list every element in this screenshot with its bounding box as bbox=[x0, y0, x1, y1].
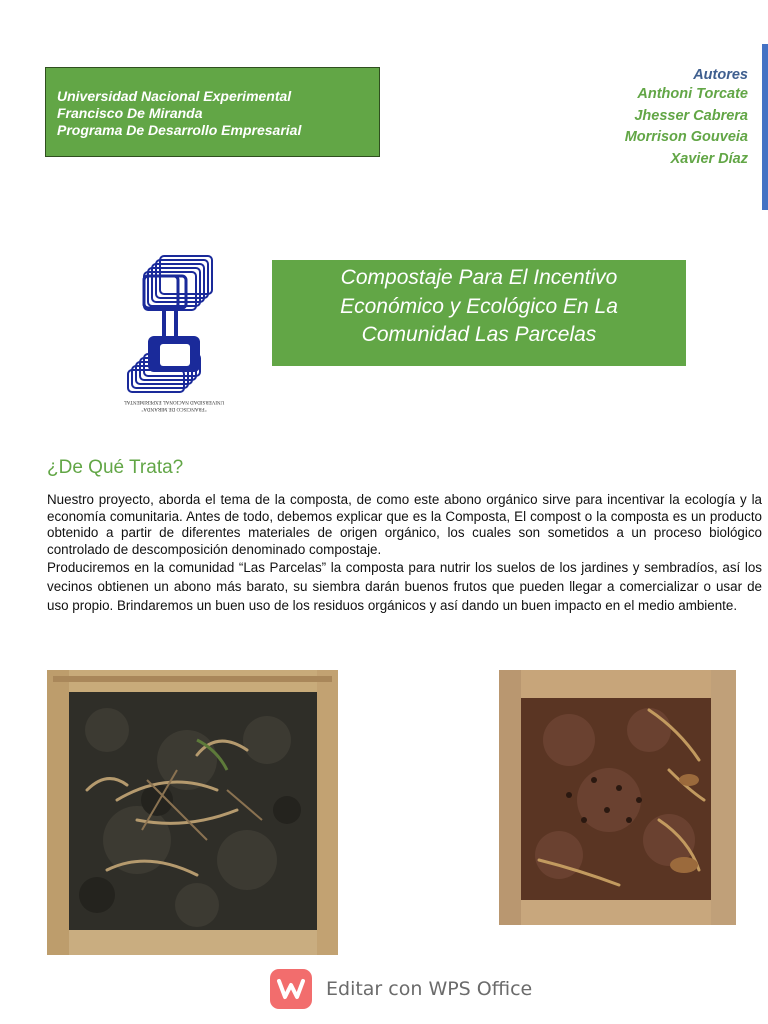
compost-box-photo bbox=[47, 670, 338, 955]
authors-label: Autores bbox=[693, 67, 748, 83]
title-line: Comunidad Las Parcelas bbox=[361, 323, 597, 346]
paragraph: Nuestro proyecto, aborda el tema de la composta, de como este abono orgánico sirve para incentivar la ecología y la economía comunitaria. Antes de todo, debemos explicar que es la Composta, El compost o la composta es un producto obtenido a partir de diferentes materiales de origen orgánico, los cuales son sometidos a un proceso biológico controlado de descomposición denominado compostaje. bbox=[47, 492, 762, 557]
author-name: Xavier Díaz bbox=[670, 150, 748, 167]
compost-box-photo-icon bbox=[47, 670, 338, 955]
compost-box-photo-icon bbox=[499, 670, 736, 925]
wps-office-badge[interactable] bbox=[270, 969, 532, 1009]
authors-block bbox=[625, 66, 748, 170]
wps-office-label: Editar con WPS Office bbox=[326, 978, 533, 1000]
title-line: Compostaje Para El Incentivo bbox=[340, 266, 618, 289]
compost-box-photo bbox=[499, 670, 736, 925]
university-line: Francisco De Miranda bbox=[57, 105, 203, 121]
section-heading: ¿De Qué Trata? bbox=[47, 457, 184, 478]
title-line: Económico y Ecológico En La bbox=[340, 294, 618, 318]
logo-caption: "FRANCISCO DE MIRANDA" bbox=[141, 406, 207, 411]
university-logo bbox=[104, 252, 244, 412]
logo-caption: UNIVERSIDAD NACIONAL EXPERIMENTAL bbox=[123, 399, 225, 404]
document-title bbox=[272, 260, 686, 366]
body-text bbox=[47, 492, 762, 615]
university-line: Programa De Desarrollo Empresarial bbox=[57, 122, 302, 138]
author-name: Jhesser Cabrera bbox=[634, 107, 748, 124]
author-name: Anthoni Torcate bbox=[637, 86, 748, 102]
wps-office-logo-icon bbox=[270, 969, 312, 1009]
university-line: Universidad Nacional Experimental bbox=[57, 88, 292, 104]
accent-bar bbox=[762, 44, 768, 210]
paragraph: Produciremos en la comunidad “Las Parcelas” la composta para nutrir los suelos de los jardines y sembradíos, así los vecinos obtienen un abono más barato, su siembra darán buenos frutos que pueden llegar a comercializar o usar de uso propio. Brindaremos un buen uso de los residuos orgánicos y así dando un buen impacto en el medio ambiente. bbox=[47, 560, 762, 613]
author-name: Morrison Gouveia bbox=[624, 129, 748, 145]
university-box bbox=[45, 67, 380, 157]
university-chain-links-logo-icon bbox=[104, 252, 244, 412]
